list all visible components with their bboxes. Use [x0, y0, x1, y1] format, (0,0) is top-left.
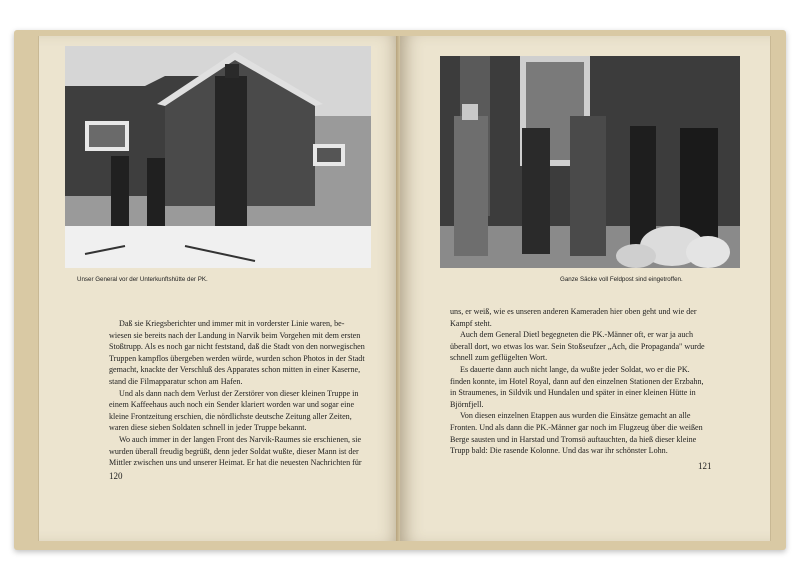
left-page — [38, 36, 401, 541]
text-line: Truppen kampflos übergeben werden würde, wurden schon Photos in der Stadt — [109, 353, 365, 363]
text-line: Trupp bald: Die rasende Kolonne. Und das war ihr schönster Lohn. — [450, 446, 668, 456]
text-line: Björnfjell. — [450, 399, 484, 409]
photo-image-left — [65, 46, 371, 268]
text-line: Berge sausten und in Harstad und Tromsö auftauchten, da hieß dieser kleine — [450, 434, 697, 444]
text-line: waren diese sieben Soldaten schnell in jeder Truppe bekannt. — [109, 423, 307, 433]
photo-general-hut — [65, 46, 371, 268]
text-line: Fronten. Und als dann die PK.-Männer gar noch im Flugzeug über die weißen — [450, 422, 703, 432]
photo-caption-right: Ganze Säcke voll Feldpost sind eingetroffen. — [560, 276, 683, 283]
text-line: in Straumenes, in Sildvik und Hundalen und später in einer kleinen Hütte in — [450, 388, 696, 398]
body-text-right — [450, 306, 718, 457]
text-line: wiesen sie bereits nach der Landung in Narvik beim Vorgehen mit dem ersten — [109, 330, 361, 340]
text-line: Kampf steht. — [450, 318, 492, 328]
text-line: stand die Filmapparatur schon am Hafen. — [109, 376, 243, 386]
text-line: wurden überall freudig begrüßt, denn jeder Soldat wußte, dieser Mann ist der — [109, 446, 359, 456]
text-line: uns, er weiß, wie es unseren anderen Kameraden hier oben geht und wie der — [450, 307, 697, 316]
photo-caption-left: Unser General vor der Unterkunftshütte der PK. — [77, 276, 208, 283]
text-line: kleine Frontzeitung erschien, die nördlichste deutsche Zeitung aller Zeiten, — [109, 411, 352, 421]
text-line: Wo auch immer in der langen Front des Narvik-Raumes sie erschienen, sie — [119, 434, 362, 444]
photo-feldpost-sacks — [440, 56, 740, 268]
text-line: Daß sie Kriegsberichter und immer mit in vorderster Linie waren, be- — [119, 319, 345, 328]
text-line: Von diesen einzelnen Etappen aus wurden die Einsätze gemacht an alle — [460, 411, 691, 421]
text-line: schnell zum geflügelten Wort. — [450, 353, 548, 363]
text-line: gemacht, knackte der Verschluß des Apparates schon mitten in einer Kaserne, — [109, 365, 361, 375]
text-line: Es dauerte dann auch nicht lange, da wußte jeder Soldat, wo er die PK. — [460, 364, 690, 374]
text-line: überall dort, wo etwas los war. Sein Stoßseufzer „Ach, die Propaganda" wurde — [450, 341, 705, 351]
text-line: einem Kaffeehaus auch noch ein Sender klariert worden war und sogar eine — [109, 400, 355, 410]
page-number-right: 121 — [698, 461, 712, 471]
text-line: finden konnte, im Hotel Royal, dann auf den einzelnen Stationen der Erzbahn, — [450, 376, 704, 386]
text-line: Mittler zwischen uns und unserer Heimat. Er hat die neuesten Nachrichten für — [109, 458, 362, 468]
body-text-left — [109, 318, 371, 469]
page-number-left: 120 — [109, 471, 123, 481]
text-line: Stoßtrupp. Als es noch gar nicht feststand, daß die Stadt von den norwegischen — [109, 342, 365, 352]
text-line: Auch dem General Dietl begegneten die PK.-Männer oft, er war ja auch — [460, 330, 694, 340]
text-line: Und als dann nach dem Verlust der Zerstörer von dieser kleinen Truppe in — [119, 388, 359, 398]
photo-image-right — [440, 56, 740, 268]
right-page — [400, 36, 771, 541]
